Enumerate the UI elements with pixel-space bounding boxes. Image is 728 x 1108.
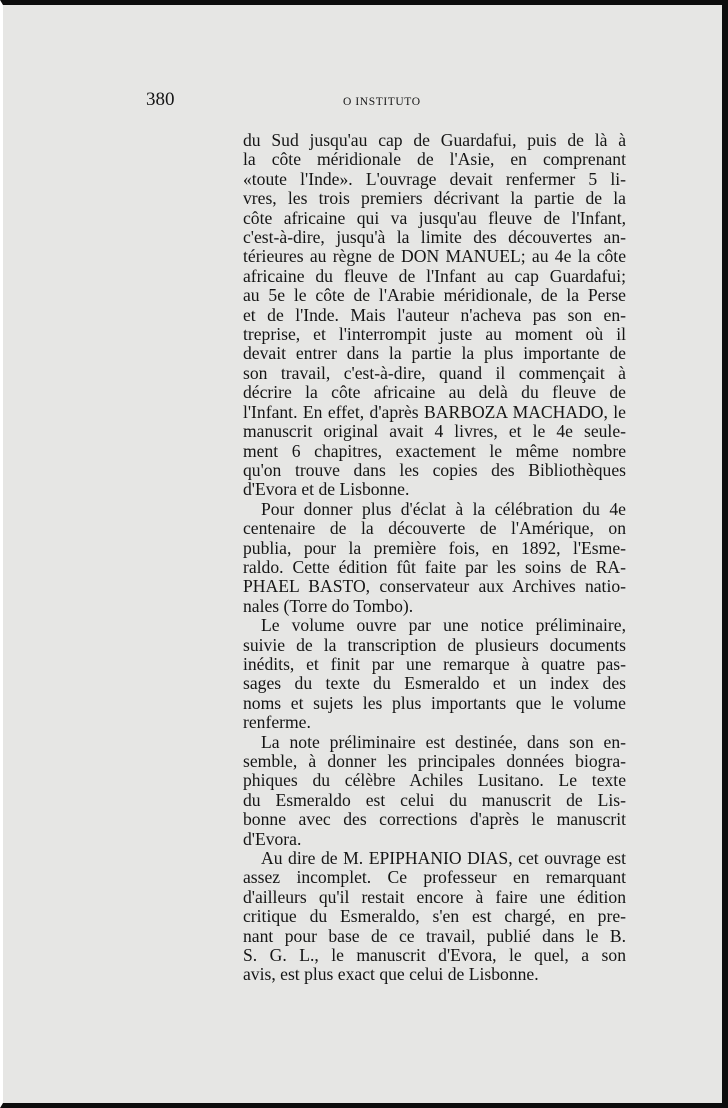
text-line: Le volume ouvre par une notice préliminaire, [261, 615, 626, 636]
text-line: S. G. L., le manuscrit d'Evora, le quel, a son [243, 945, 626, 966]
text-line: du Esmeraldo est celui du manuscrit de Lis- [243, 789, 626, 810]
text-line: décrire la côte africaine au delà du fleuve de [243, 382, 626, 403]
text-line: Pour donner plus d'éclat à la célébration du 4e [261, 498, 626, 519]
text-line: térieures au règne de DON MANUEL; au 4e la côte [243, 246, 626, 267]
text-line: semble, à donner les principales données biogra- [243, 751, 626, 771]
text-line: et de l'Inde. Mais l'auteur n'acheva pas son en- [243, 304, 626, 325]
text-line: treprise, et l'interrompit juste au moment où il [243, 324, 626, 345]
text-line: manuscrit original avait 4 livres, et le 4e seule- [243, 421, 626, 442]
text-line: phiques du célèbre Achiles Lusitano. Le texte [243, 770, 626, 791]
text-line: suivie de la transcription de plusieurs documents [243, 634, 626, 655]
text-line: l'Infant. En effet, d'après BARBOZA MACHADO, le [243, 401, 626, 422]
text-line: c'est-à-dire, jusqu'à la limite des découvertes an- [243, 227, 626, 248]
text-line: devait entrer dans la partie la plus importante de [243, 343, 626, 364]
text-line: d'Evora. [243, 828, 302, 849]
text-line: PHAEL BASTO, conservateur aux Archives natio- [243, 576, 626, 597]
text-line: nales (Torre do Tombo). [243, 595, 414, 616]
text-line: sages du texte du Esmeraldo et un index des [243, 673, 626, 694]
text-line: africaine du fleuve de l'Infant au cap Guardafui; [243, 265, 626, 286]
text-line: d'Evora et de Lisbonne. [243, 479, 410, 500]
text-line: Au dire de M. EPIPHANIO DIAS, cet ouvrage est [261, 848, 626, 869]
text-line: son travail, c'est-à-dire, quand il commençait à [243, 362, 626, 383]
text-line: publia, pour la première fois, en 1892, l'Esme- [243, 537, 626, 558]
text-line: avis, est plus exact que celui de Lisbonne. [243, 964, 539, 985]
running-title: O INSTITUTO [343, 96, 421, 108]
text-line: d'ailleurs qu'il restait encore à faire une édition [243, 886, 626, 907]
text-line: La note préliminaire est destinée, dans son en- [261, 731, 626, 752]
text-line: centenaire de la découverte de l'Amérique, on [243, 518, 626, 539]
text-line: critique du Esmeraldo, s'en est chargé, en pre- [243, 906, 626, 927]
text-line: côte africaine qui va jusqu'au fleuve de l'Infant, [243, 207, 626, 228]
text-line: bonne avec des corrections d'après le manuscrit [243, 809, 626, 830]
body-text [243, 131, 626, 985]
text-line: ment 6 chapitres, exactement le même nombre [243, 440, 626, 461]
text-line: vres, les trois premiers décrivant la partie de la [243, 188, 626, 209]
text-line: renferme. [243, 712, 311, 733]
text-line: inédits, et finit par une remarque à quatre pas- [243, 653, 626, 674]
text-line: «toute l'Inde». L'ouvrage devait renfermer 5 li- [243, 168, 626, 189]
text-line: raldo. Cette édition fût faite par les soins de RA- [243, 556, 626, 577]
text-line: qu'on trouve dans les copies des Bibliothèques [243, 459, 626, 480]
text-line: au 5e le côte de l'Arabie méridionale, de la Perse [243, 285, 626, 306]
page-number: 380 [146, 89, 175, 110]
text-line: du Sud jusqu'au cap de Guardafui, puis de là à [243, 130, 626, 150]
text-line: noms et sujets les plus importants que le volume [243, 692, 626, 713]
text-line: nant pour base de ce travail, publié dans le B. [243, 925, 626, 946]
text-line: assez incomplet. Ce professeur en remarquant [243, 867, 626, 888]
text-line: la côte méridionale de l'Asie, en comprenant [243, 149, 626, 170]
